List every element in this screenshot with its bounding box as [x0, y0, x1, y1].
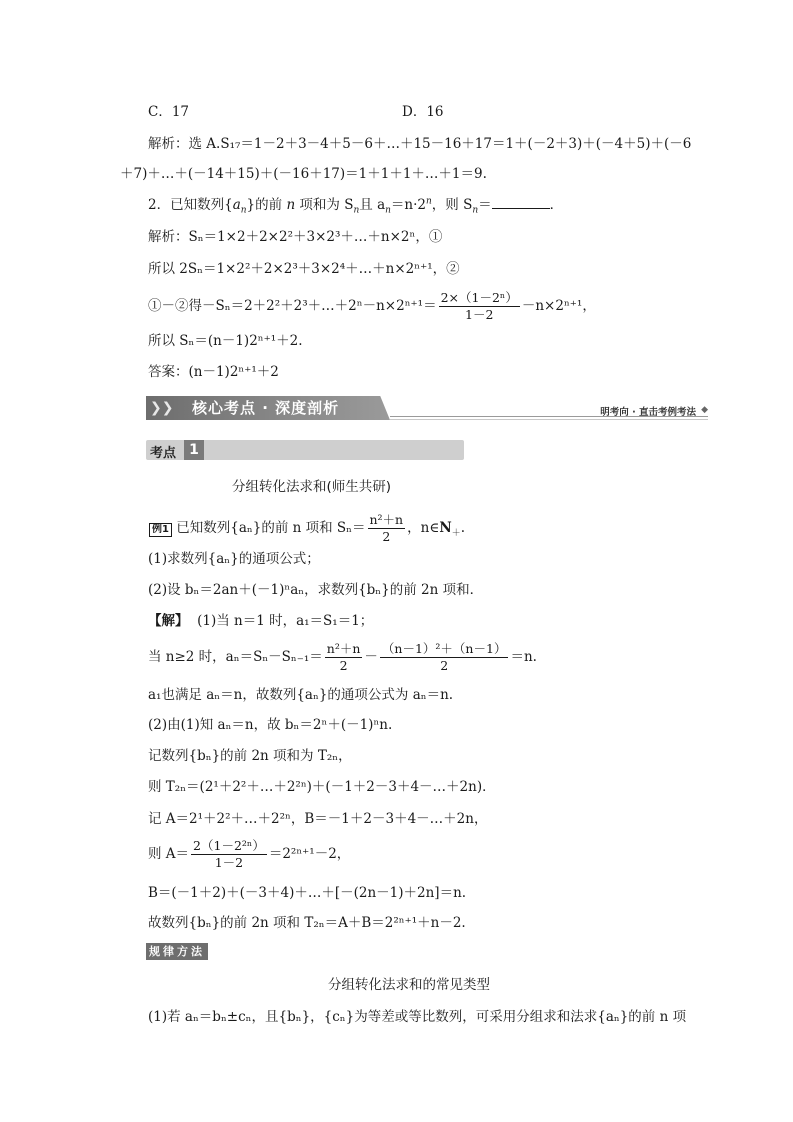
method-line1: (1)若 aₙ＝bₙ±cₙ，且{bₙ}，{cₙ}为等差或等比数列，可采用分组求和法求{aₙ}的前 n 项: [148, 1009, 687, 1025]
section-title: 分组转化法求和(师生共研): [232, 479, 392, 495]
q2-stem: 2．已知数列$\{a_n\}$的前 n 项和为 $S_n$且 $a_n=n\cdot 2^n$，则 $S_n=$ ．: [148, 196, 564, 216]
solution-line9: B＝(－1＋2)＋(－3＋4)＋…＋[－(2n－1)＋2n]＝n.: [148, 885, 467, 901]
banner-subtitle: 明考向 · 直击考例考法: [600, 407, 696, 418]
fraction: $\frac{\text{2×（1－2ⁿ）}}{1-2}$: [440, 290, 518, 322]
q2-solution-line2: 所以 2Sₙ＝1×2²＋2×2³＋3×2⁴＋…＋n×2ⁿ⁺¹，②: [148, 261, 460, 277]
q1-solution-line2: ＋7)＋…＋(－14＋15)＋(－16＋17)＝1＋1＋1＋…＋1＝9.: [120, 166, 487, 182]
q1-solution-line1: 解析：选 A.S₁₇＝1－2＋3－4＋5－6＋…＋15－16＋17＝1＋(－2＋3)＋(－4＋5)＋(－6: [148, 136, 692, 152]
solution-line10: 故数列{bₙ}的前 2n 项和 T₂ₙ＝A＋B＝2²ⁿ⁺¹＋n－2.: [148, 915, 466, 931]
solution-line7: 记 A＝2¹＋2²＋…＋2²ⁿ，B＝－1＋2－3＋4－…＋2n，: [148, 811, 488, 827]
q2-solution-line1: 解析：Sₙ＝1×2＋2×2²＋3×2³＋…＋n×2ⁿ，①: [148, 229, 443, 245]
section-banner: [146, 396, 708, 422]
example-part1: (1)求数列{aₙ}的通项公式；: [148, 551, 320, 567]
q2-answer: 答案：(n－1)2ⁿ⁺¹＋2: [148, 364, 279, 380]
solution-tag: 【解】: [148, 613, 189, 629]
method-tag: 规律方法: [146, 943, 208, 960]
kaodian-number: 1: [184, 440, 204, 460]
example-part2: (2)设 bₙ＝2an＋(－1)ⁿaₙ，求数列{bₙ}的前 2n 项和．: [148, 582, 484, 598]
solution-line3: a₁也满足 aₙ＝n，故数列{aₙ}的通项公式为 aₙ＝n.: [148, 687, 454, 703]
fraction: $\frac{\text{n²＋n}}{2}$: [369, 512, 404, 544]
fraction: $\frac{\text{（n－1）²＋（n－1）}}{2}$: [381, 641, 507, 673]
answer-blank: [492, 196, 550, 209]
solution-line4: (2)由(1)知 aₙ＝n，故 bₙ＝2ⁿ＋(－1)ⁿn.: [148, 717, 393, 733]
kaodian-bar: [146, 440, 464, 460]
example-tag: 例1: [149, 523, 172, 537]
solution-line2: 当 n≥2 时，aₙ＝Sₙ－Sₙ₋₁＝ $\frac{\text{n²＋n}}{2}$ － $\frac{\text{（n－1）²＋（n－1）}}{2}$ ＝n.: [148, 641, 537, 673]
q2-solution-line3: ①－②得－Sₙ＝2＋2²＋2³＋…＋2ⁿ－n×2ⁿ⁺¹＝ $\frac{\text{2×（1－2ⁿ）}}{1-2}$ －n×2ⁿ⁺¹，: [148, 290, 596, 322]
fraction: $\frac{\text{2（1－2²ⁿ）}}{1-2}$: [193, 838, 265, 870]
banner-title: 核心考点 · 深度剖析: [192, 399, 340, 417]
banner-rule-thin: [390, 419, 708, 420]
solution-line6: 则 T₂ₙ＝(2¹＋2²＋…＋2²ⁿ)＋(－1＋2－3＋4－…＋2n)．: [148, 779, 496, 795]
solution-line8: 则 A＝ $\frac{\text{2（1－2²ⁿ）}}{1-2}$ ＝2²ⁿ⁺¹－2，: [148, 838, 351, 870]
solution-line5: 记数列{bₙ}的前 2n 项和为 T₂ₙ，: [148, 748, 352, 764]
diamond-icon: ◆: [701, 405, 708, 415]
chevron-icon: ❯❯: [150, 400, 174, 416]
solution-line1: 【解】 (1)当 n＝1 时，a₁＝S₁＝1；: [148, 613, 374, 629]
kaodian-label: 考点: [150, 446, 177, 461]
method-title: 分组转化法求和的常见类型: [328, 977, 490, 993]
fraction: $\frac{\text{n²＋n}}{2}$: [326, 641, 361, 673]
example-stem: 例1 已知数列{aₙ}的前 n 项和 Sₙ＝ $\frac{\text{n²＋n}}{2}$ ，$n\in N_+$.: [148, 512, 465, 545]
option-d: D．16: [402, 104, 444, 120]
option-c: C．17: [148, 104, 190, 120]
q2-solution-line4: 所以 Sₙ＝(n－1)2ⁿ⁺¹＋2.: [148, 333, 303, 349]
